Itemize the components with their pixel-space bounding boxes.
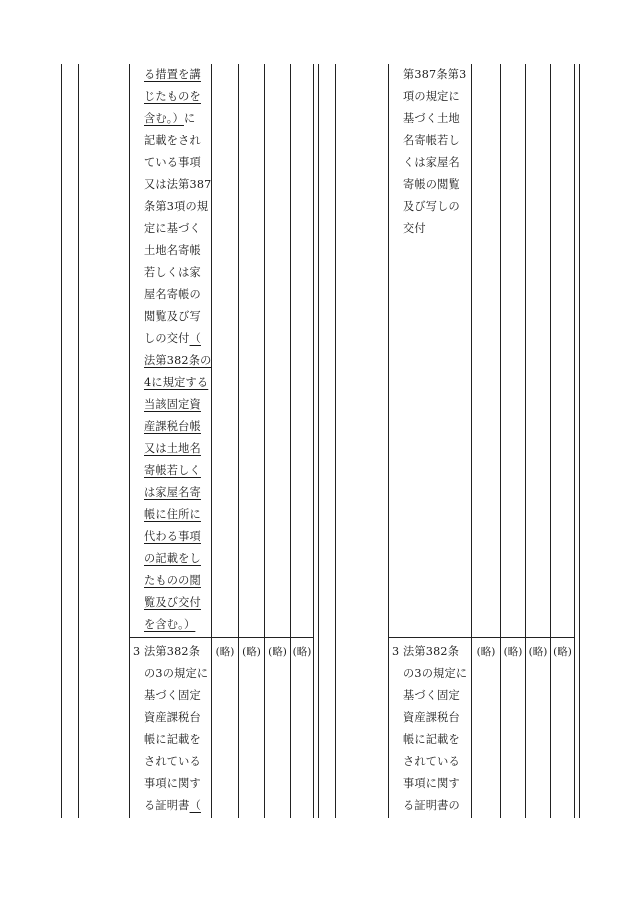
underlined-segment: 含む。） [144, 112, 184, 125]
text-line: 帳に住所に [144, 508, 201, 521]
text-line: 寄帳の閲覧 [403, 178, 460, 191]
left-ryaku-3: (略) [268, 646, 287, 658]
left-table-rule [290, 64, 291, 818]
left-item3-text-column [144, 641, 208, 817]
text-line: 資産課税台 [403, 711, 460, 724]
right-table-rule [471, 64, 472, 818]
text-line: 代わる事項 [144, 530, 201, 543]
left-table-rule [129, 64, 130, 818]
text-line [144, 328, 212, 350]
text-line: 資産課税台 [144, 711, 201, 724]
right-ryaku-2: (略) [503, 646, 523, 658]
underlined-segment: （ [189, 799, 201, 812]
text-line: 名寄帳若し [403, 134, 460, 147]
text-line: 帳に記載を [403, 733, 460, 746]
text-line: されている [144, 755, 201, 768]
text-line: 寄帳若しく [144, 464, 201, 477]
text-line: 事項に関す [403, 777, 460, 790]
right-table-rule [388, 64, 389, 818]
text-line: 項の規定に [403, 90, 460, 103]
text-line: 基づく土地 [403, 112, 460, 125]
left-upper-text-column [144, 64, 212, 636]
right-row-divider [388, 637, 575, 638]
right-ryaku-4: (略) [553, 646, 572, 658]
text-line: 若しくは家 [144, 266, 201, 279]
text-line: されている [403, 755, 460, 768]
text-line: る証明書の [403, 799, 460, 812]
text-line: 閲覧及び写 [144, 310, 201, 323]
text-line: 条第3項の規 [144, 200, 209, 213]
text-line: を含む。） [144, 618, 196, 631]
text-line: 記載をされ [144, 134, 201, 147]
left-table-rule [238, 64, 239, 818]
text-line: 覧及び交付 [144, 596, 201, 609]
text-line: ている事項 [144, 156, 201, 169]
left-table-rule [264, 64, 265, 818]
text-line [144, 795, 208, 817]
text-line: は家屋名寄 [144, 486, 201, 499]
right-upper-text-column [403, 64, 466, 240]
left-table-border [61, 64, 62, 818]
left-table-rule [313, 64, 314, 818]
right-table-border [335, 64, 336, 818]
underlined-segment: （ [189, 332, 201, 345]
left-row-divider [129, 637, 314, 638]
right-ryaku-3: (略) [528, 646, 548, 658]
text-line: 屋名寄帳の [144, 288, 201, 301]
text-line: 交付 [403, 222, 426, 235]
text-line: る措置を講 [144, 68, 201, 81]
text-line: 法第382条 [144, 645, 201, 658]
right-table-rule [550, 64, 551, 818]
text-line: 及び写しの [403, 200, 460, 213]
plain-segment: しの交付 [144, 332, 190, 345]
text-line: 当該固定資 [144, 398, 201, 411]
text-line: 土地名寄帳 [144, 244, 201, 257]
right-table-rule [574, 64, 575, 818]
right-item3-text-column [403, 641, 467, 817]
right-table-rule [500, 64, 501, 818]
text-line: じたものを [144, 90, 201, 103]
left-ryaku-2: (略) [242, 646, 261, 658]
text-line: 第387条第3 [403, 68, 467, 81]
text-line: 事項に関す [144, 777, 201, 790]
left-item3-number: 3 [133, 645, 141, 658]
text-line: 帳に記載を [144, 733, 201, 746]
plain-segment: る証明書 [144, 799, 190, 812]
text-line: 4に規定する [144, 376, 209, 389]
left-ryaku-1: (略) [215, 646, 235, 658]
text-line: 又は法第387 [144, 178, 212, 191]
right-ryaku-1: (略) [476, 646, 496, 658]
text-line: 法第382条の [144, 354, 212, 367]
text-line: 基づく固定 [403, 689, 460, 702]
text-line: の3の規定に [144, 667, 209, 680]
text-line: くは家屋名 [403, 156, 460, 169]
left-ryaku-4: (略) [292, 646, 312, 658]
text-line: たものの閲 [144, 574, 201, 587]
text-line [144, 108, 212, 130]
plain-segment: に [183, 112, 196, 125]
text-line: 又は土地名 [144, 442, 201, 455]
left-table-rule [78, 64, 79, 818]
text-line: の3の規定に [403, 667, 468, 680]
text-line: 産課税台帳 [144, 420, 201, 433]
text-line: の記載をし [144, 552, 201, 565]
text-line: 基づく固定 [144, 689, 201, 702]
right-item3-number: 3 [392, 645, 400, 658]
text-line: 定に基づく [144, 222, 201, 235]
right-table-rule [525, 64, 526, 818]
text-line: 法第382条 [403, 645, 460, 658]
right-table-border [579, 64, 580, 818]
left-table-border [318, 64, 319, 818]
